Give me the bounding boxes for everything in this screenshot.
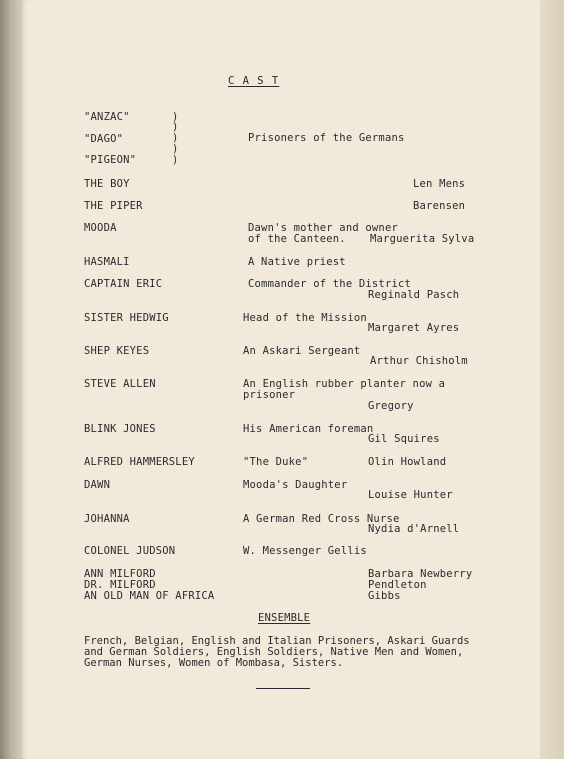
brace-mark: ) bbox=[172, 143, 179, 155]
actor-name: Nydia d'Arnell bbox=[368, 523, 460, 535]
role-description: Commander of the District bbox=[248, 278, 412, 290]
actor-name: Gregory bbox=[368, 400, 414, 412]
actor-name: Reginald Pasch bbox=[368, 289, 460, 301]
role-name: DAWN bbox=[84, 479, 111, 491]
role-name: CAPTAIN ERIC bbox=[84, 278, 163, 290]
role-dago: "DAGO" bbox=[84, 133, 124, 145]
closing-rule bbox=[256, 688, 310, 689]
cast-heading: C A S T bbox=[228, 75, 280, 87]
ensemble-line: French, Belgian, English and Italian Prisoners, Askari Guards bbox=[84, 635, 470, 647]
role-description: His American foreman bbox=[243, 423, 374, 435]
actor-name: Gibbs bbox=[368, 590, 401, 602]
ensemble-line: German Nurses, Women of Mombasa, Sisters. bbox=[84, 657, 344, 669]
actor-name: Margaret Ayres bbox=[368, 322, 460, 334]
role-description: W. Messenger Gellis bbox=[243, 545, 367, 557]
actor-name: Arthur Chisholm bbox=[370, 355, 468, 367]
role-name: THE BOY bbox=[84, 178, 130, 190]
role-name: SHEP KEYES bbox=[84, 345, 150, 357]
role-description: A German Red Cross Nurse bbox=[243, 513, 400, 525]
role-description: Head of the Mission bbox=[243, 312, 367, 324]
brace-mark: ) bbox=[172, 121, 179, 133]
page-edge bbox=[540, 0, 564, 759]
role-name: MOODA bbox=[84, 222, 117, 234]
role-description: Mooda's Daughter bbox=[243, 479, 348, 491]
role-name: ANN MILFORD bbox=[84, 568, 156, 580]
role-name: AN OLD MAN OF AFRICA bbox=[84, 590, 215, 602]
actor-name: Len Mens bbox=[413, 178, 466, 190]
actor-name: Barensen bbox=[413, 200, 466, 212]
role-name: HASMALI bbox=[84, 256, 130, 268]
role-description: A Native priest bbox=[248, 256, 346, 268]
ensemble-heading: ENSEMBLE bbox=[258, 612, 311, 624]
role-name: STEVE ALLEN bbox=[84, 378, 156, 390]
role-name: ALFRED HAMMERSLEY bbox=[84, 456, 195, 468]
actor-name: Olin Howland bbox=[368, 456, 447, 468]
role-description: Dawn's mother and owner bbox=[248, 222, 398, 234]
actor-name: Gil Squires bbox=[368, 433, 440, 445]
actor-name: Barbara Newberry bbox=[368, 568, 473, 580]
role-description: An Askari Sergeant bbox=[243, 345, 361, 357]
role-name: SISTER HEDWIG bbox=[84, 312, 169, 324]
actor-name: Louise Hunter bbox=[368, 489, 453, 501]
role-anzac: "ANZAC" bbox=[84, 111, 130, 123]
actor-name: Marguerita Sylva bbox=[370, 233, 475, 245]
role-pigeon: "PIGEON" bbox=[84, 154, 137, 166]
brace-mark: ) bbox=[172, 154, 179, 166]
role-name: JOHANNA bbox=[84, 513, 130, 525]
ensemble-line: and German Soldiers, English Soldiers, Native Men and Women, bbox=[84, 646, 464, 658]
role-name: DR. MILFORD bbox=[84, 579, 156, 591]
role-name: THE PIPER bbox=[84, 200, 143, 212]
brace-mark: ) bbox=[172, 111, 179, 123]
role-description: of the Canteen. bbox=[248, 233, 346, 245]
role-name: BLINK JONES bbox=[84, 423, 156, 435]
role-description: "The Duke" bbox=[243, 456, 309, 468]
role-description: An English rubber planter now a bbox=[243, 378, 446, 390]
binder-edge bbox=[0, 0, 20, 759]
prisoners-description: Prisoners of the Germans bbox=[248, 132, 405, 144]
actor-name: Pendleton bbox=[368, 579, 427, 591]
brace-mark: ) bbox=[172, 132, 179, 144]
role-description: prisoner bbox=[243, 389, 296, 401]
role-name: COLONEL JUDSON bbox=[84, 545, 176, 557]
